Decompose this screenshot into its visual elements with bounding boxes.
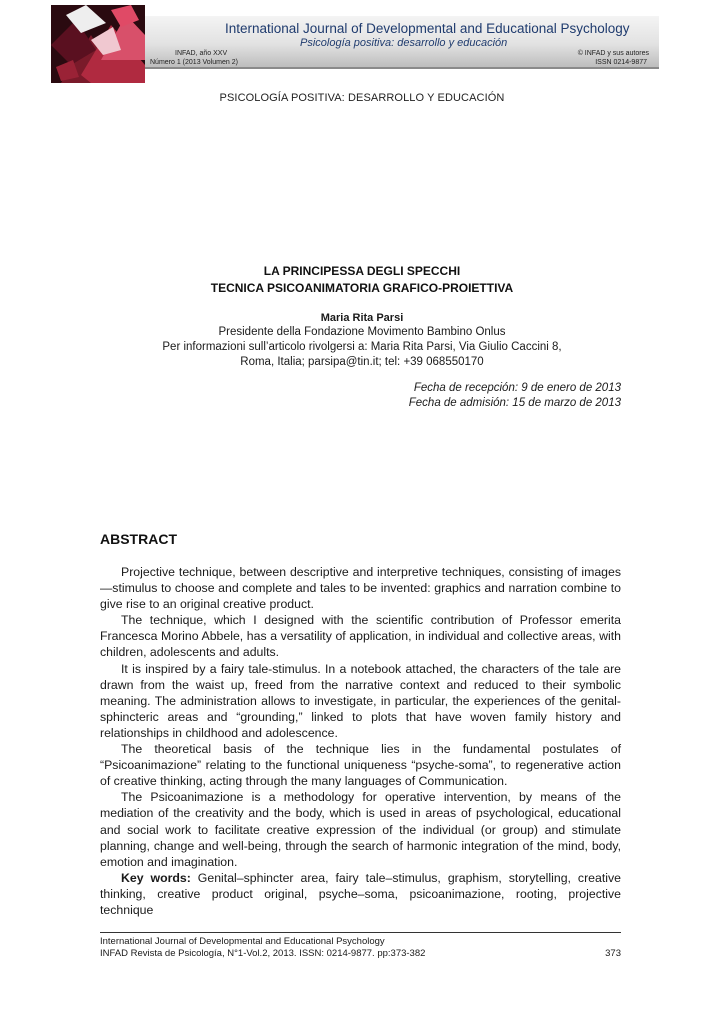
- journal-logo: [51, 5, 145, 83]
- keywords-text: Genital–sphincter area, fairy tale–stimulus, graphism, storytelling, creative thinking, creative product original, psyche–soma, psicoanimazione, rooting, projective technique: [100, 870, 621, 917]
- author-name: Maria Rita Parsi: [320, 312, 404, 324]
- abstract-paragraph: It is inspired by a fairy tale-stimulus. In a notebook attached, the characters of the tale are drawn from the waist up, freed from the narrative context and reduced to their symbolic meaning. The administration allows to investigate, in particular, the experiences of the genital-sphincteric areas and “grounding,” linked to plots that have woven family history and relationships in childhood and adolescence.: [100, 661, 621, 740]
- abstract-paragraph: The technique, which I designed with the scientific contribution of Professor emerita Francesca Morino Abbele, has a versatility of application, in individual and collective areas, with children, adolescents and adults.: [100, 613, 621, 660]
- abstract-heading: ABSTRACT: [100, 531, 177, 547]
- accepted-date: Fecha de admisión: 15 de marzo de 2013: [408, 397, 621, 409]
- journal-issn: ISSN 0214-9877: [595, 59, 647, 66]
- footer-divider: [100, 932, 621, 933]
- journal-title: International Journal of Developmental and Educational Psychology: [225, 21, 630, 36]
- abstract-paragraph: The Psicoanimazione is a methodology for operative intervention, by means of the mediation of the creativity and the body, which is used in areas of psychological, educational and social work to facilitate creative expression of the individual (or group) and stimulate planning, change and well-being, through the search of harmonic integration of the mind, body, emotion and imagination.: [100, 790, 621, 869]
- author-contact-details: Roma, Italia; parsipa@tin.it; tel: +39 068550170: [240, 356, 484, 368]
- author-affiliation: Presidente della Fondazione Movimento Bambino Onlus: [218, 326, 506, 338]
- keywords: [100, 870, 621, 918]
- journal-banner: [145, 16, 659, 69]
- abstract-paragraph: Projective technique, between descriptive and interpretive techniques, consisting of images—stimulus to choose and complete and tales to be invented: graphics and narration combine to give rise to an original creative product.: [100, 565, 621, 612]
- journal-copyright: © INFAD y sus autores: [577, 50, 649, 57]
- footer-citation: INFAD Revista de Psicología, N°1-Vol.2, 2013. ISSN: 0214-9877. pp:373-382: [100, 948, 426, 959]
- abstract-body: [100, 564, 621, 918]
- logo-graphic: [51, 5, 145, 83]
- article-title-line2: TECNICA PSICOANIMATORIA GRAFICO-PROIETTIVA: [210, 281, 514, 295]
- article-title-line1: LA PRINCIPESSA DEGLI SPECCHI: [263, 264, 461, 278]
- running-head: PSICOLOGÍA POSITIVA: DESARROLLO Y EDUCACIÓN: [219, 92, 505, 104]
- keywords-label: Key words:: [121, 870, 191, 885]
- abstract-paragraph: The theoretical basis of the technique lies in the fundamental postulates of “Psicoanimazione” relating to the functional uniqueness “psyche-soma”, to regenerative action of creative thinking, acting through the many languages of Communication.: [100, 742, 621, 789]
- footer-journal-name: International Journal of Developmental and Educational Psychology: [100, 936, 385, 947]
- journal-year: INFAD, año XXV: [175, 50, 228, 57]
- page-number: 373: [605, 948, 621, 959]
- journal-subtitle: Psicología positiva: desarrollo y educación: [300, 37, 508, 49]
- author-contact-address: Per informazioni sull’articolo rivolgersi a: Maria Rita Parsi, Via Giulio Caccini 8,: [162, 341, 562, 353]
- journal-issue: Número 1 (2013 Volumen 2): [150, 59, 238, 66]
- received-date: Fecha de recepción: 9 de enero de 2013: [413, 382, 621, 394]
